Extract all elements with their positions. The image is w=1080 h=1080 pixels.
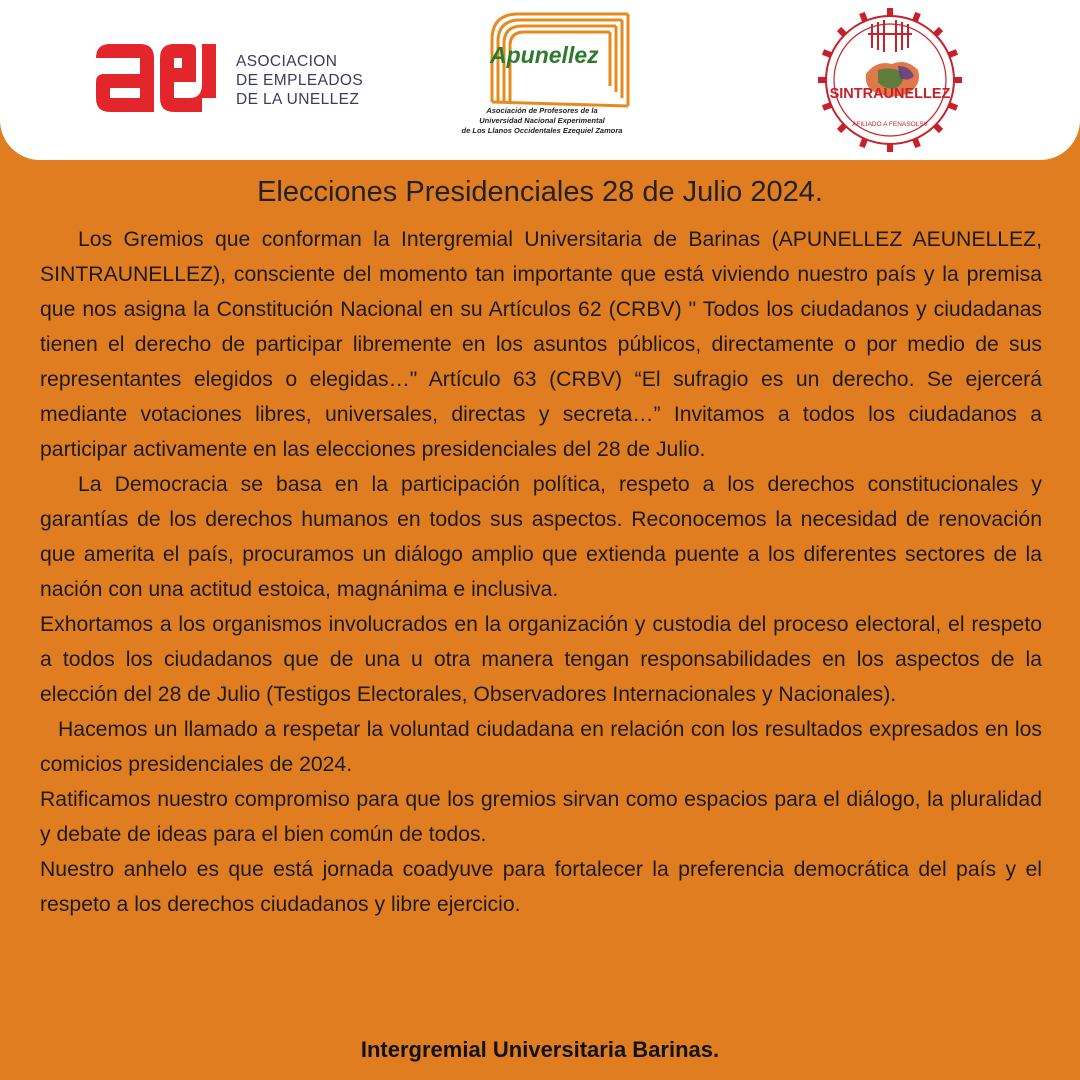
sintraunellez-name: SINTRAUNELLEZ bbox=[829, 86, 951, 102]
paragraph-5: Ratificamos nuestro compromiso para que los gremios sirvan como espacios para el diálogo, la pluralidad y debate de ideas para el bien común de todos. bbox=[40, 788, 1042, 846]
apunellez-subtitle-line-1: Asociación de Profesores de la bbox=[486, 106, 598, 115]
apunellez-subtitle-line-2: Universidad Nacional Experimental bbox=[479, 116, 605, 125]
logo-header bbox=[0, 0, 1080, 160]
aeu-line-2: DE EMPLEADOS bbox=[236, 72, 364, 89]
document-body bbox=[40, 222, 1042, 922]
signature: Intergremial Universitaria Barinas. bbox=[360, 1037, 720, 1062]
aeu-line-3: DE LA UNELLEZ bbox=[236, 91, 360, 108]
paragraph-4: Hacemos un llamado a respetar la voluntad ciudadana en relación con los resultados expresados en los comicios presidenciales de 2024. bbox=[40, 718, 1042, 776]
sintraunellez-seal-icon bbox=[814, 4, 966, 156]
paragraph-6: Nuestro anhelo es que está jornada coadyuve para fortalecer la preferencia democrática del país y el respeto a los derechos ciudadanos y libre ejercicio. bbox=[40, 858, 1042, 916]
aeu-logo-icon bbox=[96, 44, 226, 112]
apunellez-name: Apunellez bbox=[490, 42, 599, 68]
paragraph-1: Los Gremios que conforman la Intergremial Universitaria de Barinas (APUNELLEZ AEUNELLEZ, SINTRAUNELLEZ), consciente del momento tan importante que está viviendo nuestro país y la premisa que nos asigna la Constitución Nacional en su Artículos 62 (CRBV) " Todos los ciudadanos y ciudadanas tienen el derecho de participar libremente en los asuntos públicos, directamente o por medio de sus representantes elegidos o elegidas…" Artículo 63 (CRBV) “El sufragio es un derecho. Se ejercerá mediante votaciones libres, universales, directas y secreta…” Invitamos a todos los ciudadanos a participar activamente en las elecciones presidenciales del 28 de Julio. bbox=[40, 228, 1042, 461]
aeu-line-1: ASOCIACION bbox=[236, 53, 338, 70]
paragraph-2: La Democracia se basa en la participación política, respeto a los derechos constitucionales y garantías de los derechos humanos en todos sus aspectos. Reconocemos la necesidad de renovación que amerita el país, procuramos un diálogo amplio que extienda puente a los diferentes sectores de la nación con una actitud estoica, magnánima e inclusiva. bbox=[40, 473, 1042, 601]
apunellez-subtitle-line-3: de Los Llanos Occidentales Ezequiel Zamora bbox=[461, 126, 623, 135]
aeu-name bbox=[236, 52, 363, 109]
apunellez-subtitle bbox=[440, 106, 644, 136]
sintraunellez-affiliation: AFILIADO A FENASOLSV bbox=[852, 121, 928, 128]
document-title: Elecciones Presidenciales 28 de Julio 2024. bbox=[257, 176, 823, 208]
paragraph-3: Exhortamos a los organismos involucrados en la organización y custodia del proceso electoral, el respeto a todos los ciudadanos que de una u otra manera tengan responsabilidades en los aspectos de la elección del 28 de Julio (Testigos Electorales, Observadores Internacionales y Nacionales). bbox=[40, 613, 1042, 706]
